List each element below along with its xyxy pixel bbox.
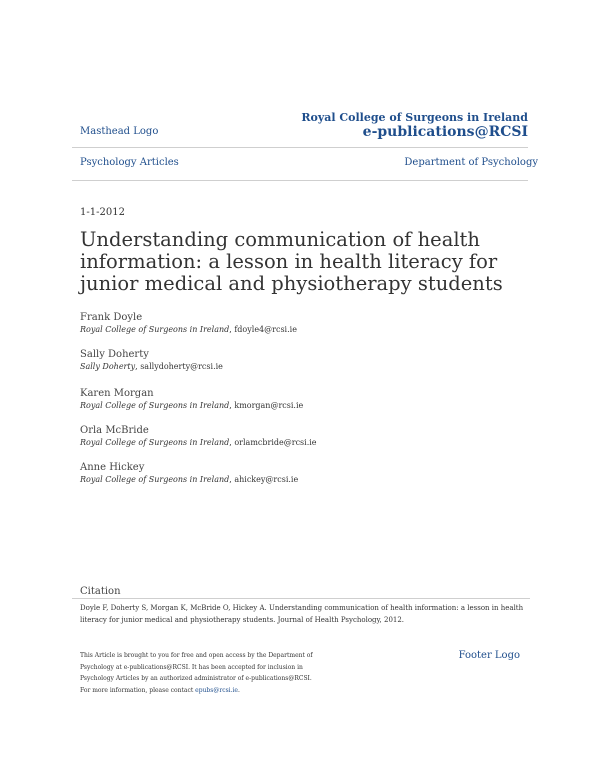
author-name: Sally Doherty xyxy=(80,349,149,360)
header-divider xyxy=(72,147,528,148)
series-divider xyxy=(72,180,528,181)
footer-logo[interactable]: Footer Logo xyxy=(458,650,520,661)
author-affiliation: Royal College of Surgeons in Ireland, orlamcbride@rcsi.ie xyxy=(80,438,317,447)
author-affiliation: Royal College of Surgeons in Ireland, kmorgan@rcsi.ie xyxy=(80,401,304,410)
author-entry xyxy=(80,425,317,447)
author-entry xyxy=(80,388,303,410)
author-name: Karen Morgan xyxy=(80,388,154,399)
author-name: Anne Hickey xyxy=(80,462,145,473)
department-link[interactable]: Department of Psychology xyxy=(404,157,538,168)
college-name-link[interactable]: Royal College of Surgeons in Ireland xyxy=(301,111,528,124)
article-title: Understanding communication of health information: a lesson in health literacy for junior medical and physiotherapy students xyxy=(80,228,503,295)
contact-email-link[interactable]: epubs@rcsi.ie xyxy=(195,686,238,694)
author-entry xyxy=(80,462,298,484)
citation-text: Doyle F, Doherty S, Morgan K, McBride O, Hickey A. Understanding communication of health information: a lesson in health literacy for junior medical and physiotherapy students. Journal of Health Psychology, 2012. xyxy=(80,604,524,624)
author-name: Orla McBride xyxy=(80,425,149,436)
publication-date: 1-1-2012 xyxy=(80,207,125,218)
author-affiliation: Royal College of Surgeons in Ireland, ahickey@rcsi.ie xyxy=(80,475,299,484)
masthead-logo[interactable]: Masthead Logo xyxy=(80,126,159,137)
author-affiliation: Sally Doherty, sallydoherty@rcsi.ie xyxy=(80,362,223,371)
author-entry xyxy=(80,349,223,371)
author-affiliation: Royal College of Surgeons in Ireland, fdoyle4@rcsi.ie xyxy=(80,325,297,334)
citation-heading: Citation xyxy=(80,586,121,597)
epublications-link[interactable]: e-publications@RCSI xyxy=(362,124,528,140)
citation-divider xyxy=(72,598,530,599)
author-entry xyxy=(80,312,297,334)
series-link[interactable]: Psychology Articles xyxy=(80,157,179,168)
access-notice: This Article is brought to you for free and open access by the Department of Psychology at e-publications@RCSI. It has been accepted for inclusion in Psychology Articles by an authorized administrator of e-publications@RCSI. For more information, please contact epubs@rcsi.ie. xyxy=(80,652,313,694)
author-name: Frank Doyle xyxy=(80,312,143,323)
